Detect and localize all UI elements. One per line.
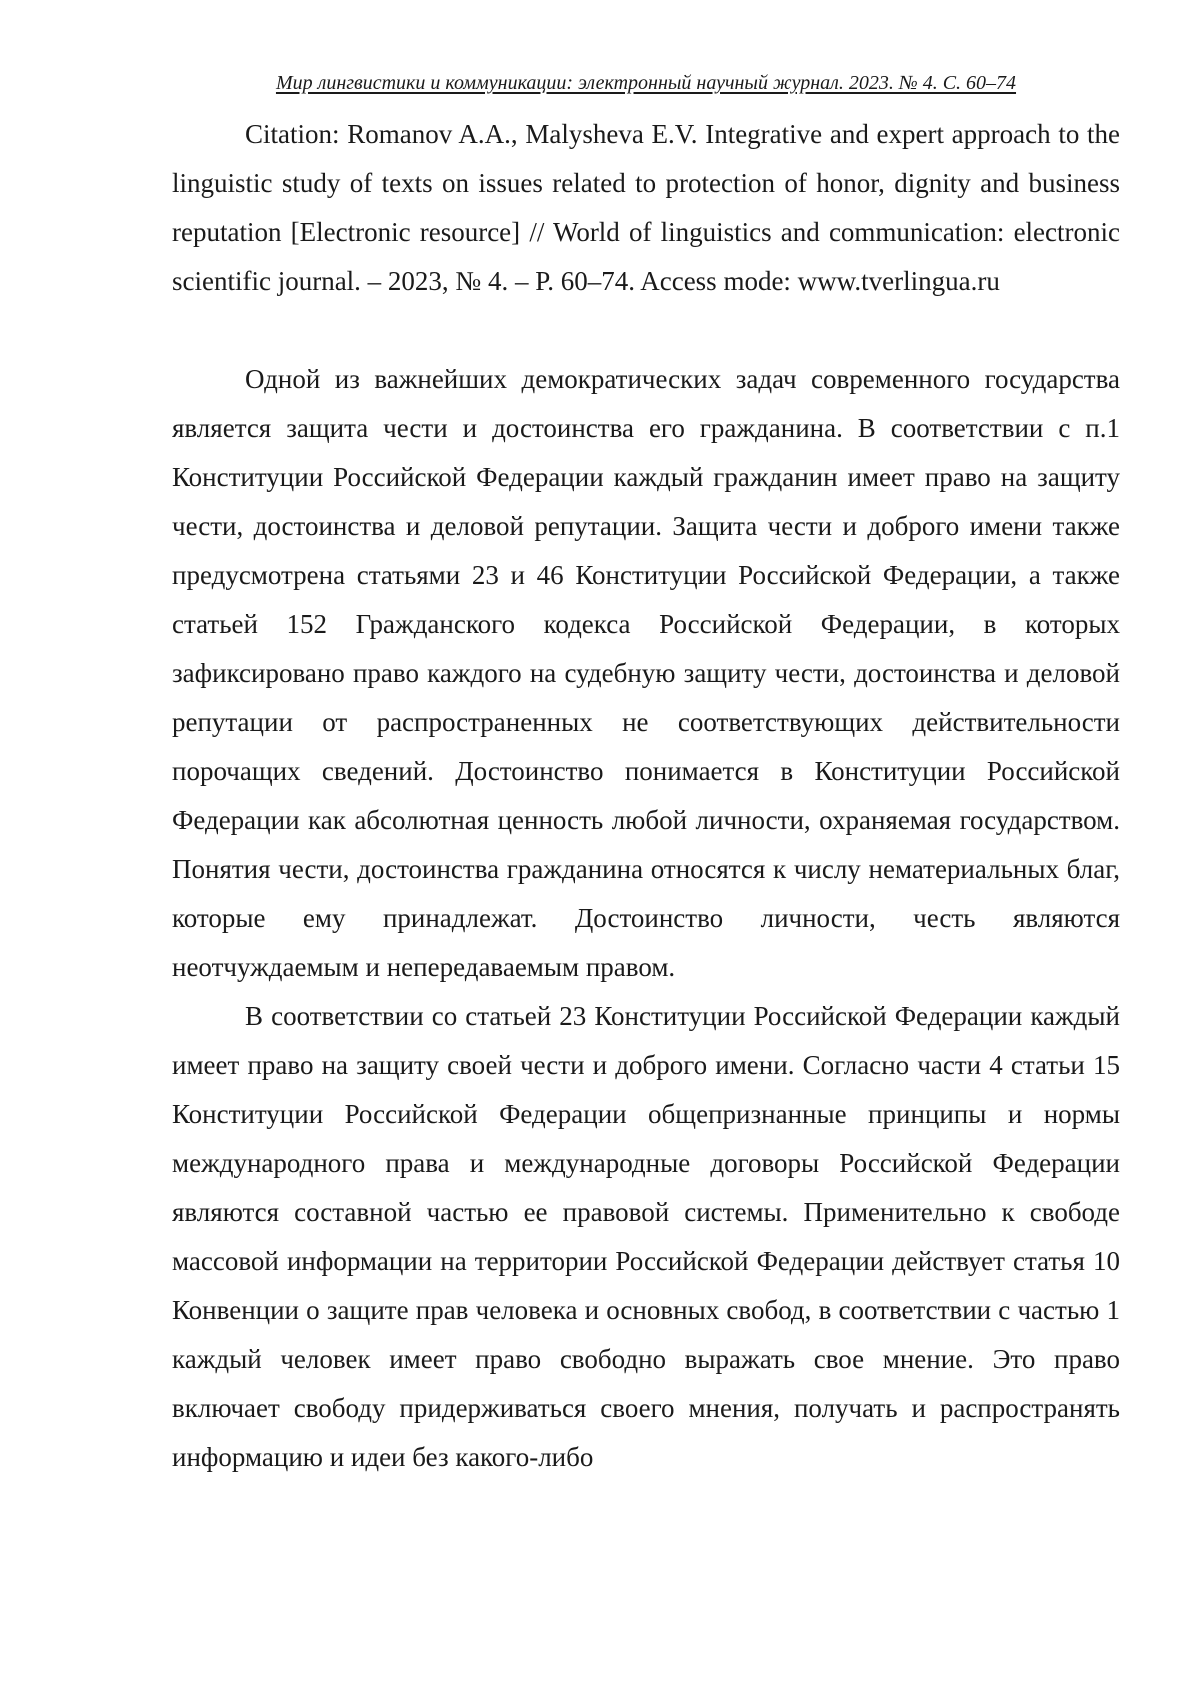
citation-paragraph: Citation: Romanov A.A., Malysheva E.V. Integrative and expert approach to the linguistic study of texts on issues related to protection of honor, dignity and business reputation [Electronic resource] // World of linguistics and communication: electronic scientific journal. – 2023, № 4. – P. 60–74. Access mode: www.tverlingua.ru [172, 119, 1120, 296]
body-paragraph-1: Одной из важнейших демократических задач современного государства является защита чести и достоинства его гражданина. В соответствии с п.1 Конституции Российской Федерации каждый гражданин имеет право на защиту чести, достоинства и деловой репутации. Защита чести и доброго имени также предусмотрена статьями 23 и 46 Конституции Российской Федерации, а также статьей 152 Гражданского кодекса Российской Федерации, в которых зафиксировано право каждого на судебную защиту чести, достоинства и деловой репутации от распространенных не соответствующих действительности порочащих сведений. Достоинство понимается в Конституции Российской Федерации как абсолютная ценность любой личности, охраняемая государством. Понятия чести, достоинства гражданина относятся к числу нематериальных благ, которые ему принадлежат. Достоинство личности, честь являются неотчуждаемым и непередаваемым правом. [172, 364, 1120, 982]
article-body [172, 110, 1120, 1482]
body-paragraph-2: В соответствии со статьей 23 Конституции Российской Федерации каждый имеет право на защиту своей чести и доброго имени. Согласно части 4 статьи 15 Конституции Российской Федерации общепризнанные принципы и нормы международного права и международные договоры Российской Федерации являются составной частью ее правовой системы. Применительно к свободе массовой информации на территории Российской Федерации действует статья 10 Конвенции о защите прав человека и основных свобод, в соответствии с частью 1 каждый человек имеет право свободно выражать свое мнение. Это право включает свободу придерживаться своего мнения, получать и распространять информацию и идеи без какого-либо [172, 1001, 1120, 1472]
running-header: Мир лингвистики и коммуникации: электронный научный журнал. 2023. № 4. С. 60–74 [275, 72, 1017, 94]
